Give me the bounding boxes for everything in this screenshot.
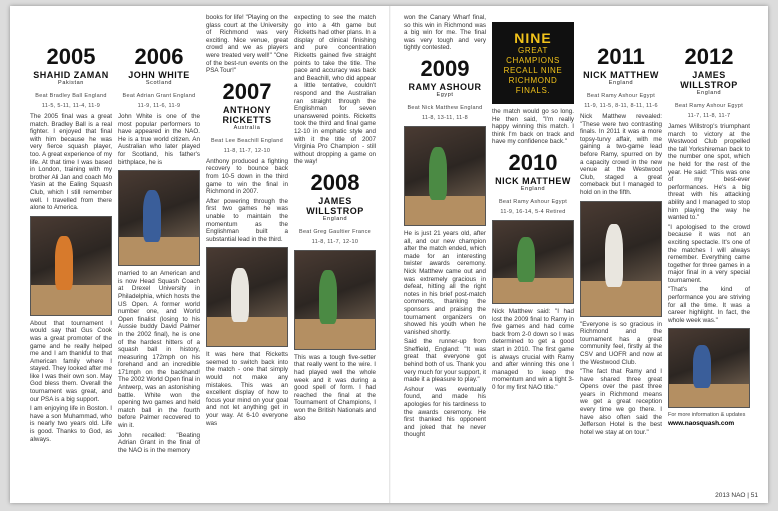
body-text: "That's the kind of performance you are striving for all the time. It was a career highlight. In fact, the whole week was." xyxy=(668,286,750,324)
year-heading: 2011 xyxy=(597,44,645,69)
champion-country: England xyxy=(696,90,722,96)
year-heading: 2010 xyxy=(508,149,558,175)
body-text: Ashour was eventually found, and made his apologies for his tardiness to the awards ceremony. He first thanked his opponent and joked that he never thought xyxy=(404,385,486,439)
page-gutter xyxy=(389,6,391,503)
body-text: James Willstrop's triumphant march to victory at the Westwood Club propelled the tall Yorkshireman back to the number one spot, which he held for the rest of the year. He said: "This was one of my best-ever performances. He's a big threat with his attacking ability and I managed to stop him playing the way he wanted to." xyxy=(668,123,750,222)
body-text: About that tournament I would say that Gus Cook was a great promoter of the game and he really helped me and I am thankful to that American family where I stayed. They looked after me like I was their own son. May God bless them. Overall the tournament was great, and our PSA is a big support. xyxy=(30,319,112,403)
year-heading: 2009 xyxy=(420,55,470,81)
year-heading: 2012 xyxy=(684,44,734,69)
column-2006 xyxy=(118,14,200,456)
column-2007 xyxy=(206,14,288,429)
body-text: won the Canary Wharf final, so this win in Richmond was a big win for me. The final was very tough and very tightly contested. xyxy=(404,14,486,52)
column-2008 xyxy=(294,14,376,424)
body-text: The 2005 final was a great match. Bradley Ball is a real fighter. I enjoyed that final with him because he was very fierce squash player, too. A great experience of my life. At that time I was based in London, training with my brother Ali Jan and coach Mo Yasin at the Ealing Squash Club, which I still remember well. I travelled from there alone to America. xyxy=(30,113,112,212)
score-line: 11-9, 16-14, 5-4 Retired xyxy=(500,208,566,215)
score-line: 11-8, 11-7, 12-10 xyxy=(223,147,271,154)
magazine-spread xyxy=(10,6,768,503)
body-text: Nick Matthew revealed: "These were two contrasting finals. In 2011 it was a more topsy-turvy affair, with me gaining a two-game lead before Ramy, spurred on by a capacity crowd in the new venue at the Westwood Club, staged a great comeback but I managed to hold on in the fifth. xyxy=(580,113,662,196)
player-photo xyxy=(404,126,486,226)
champion-country: Scotland xyxy=(145,80,173,86)
champion-country: England xyxy=(520,185,546,192)
column-2012 xyxy=(668,14,750,428)
beat-line: Beat Adrian Grant England xyxy=(122,93,196,99)
body-text: He is just 21 years old, after all, and our new champion after the match ended, which made for an interesting twister awards ceremony. Nick Matthew came out and was extremely gracious in defeat, hitting all the right notes in his brief post-match comments, thanking the sponsors and praising the tournament organizers on showed his youth when he vanished shortly. xyxy=(404,229,486,336)
column-2009 xyxy=(404,14,486,441)
body-text: After powering through the first two games he was unable to maintain the momentum as the Englishman built a substantial lead in the third. xyxy=(206,197,288,243)
body-text: expecting to see the match go into a 4th game but Ricketts had other plans. In a display of clinical finishing and pure concentration Ricketts gained five straight points to take the title. The pace and accuracy was back and Beachill, who did appear a little tentative, couldn't respond and the Australian ran straight through the Englishman for seven unanswered points. Ricketts took the third and final game 12-10 in emphatic style and with it the title of 2007 Virginia Pro Champion - still without dropping a game on the way! xyxy=(294,14,376,166)
page-footer: 2013 NAO | 51 xyxy=(715,492,758,499)
player-photo xyxy=(492,220,574,304)
champion-name: JAMES WILLSTROP xyxy=(306,195,364,216)
year-heading: 2005 xyxy=(46,44,96,69)
champion-name: JAMES WILLSTROP xyxy=(680,70,738,90)
body-text: John White is one of the most popular performers to have appeared in the NAO. He is a true world citizen. An Australian who later played for Scotland, his father's birthplace, he is xyxy=(118,113,200,166)
champion-country: Australia xyxy=(233,124,261,131)
champion-country: England xyxy=(608,80,634,86)
champion-country: Egypt xyxy=(436,91,454,98)
body-text: Anthony produced a fighting recovery to bounce back from 10-5 down in the third game to win the final in Richmond in 2007. xyxy=(206,157,288,196)
body-text: "The fact that Ramy and I have shared three great Opens over the past three years in Richmond means we get a great reception every time we go there. I have also often said the Jefferson Hotel is the best hotel we stay at on tour." xyxy=(580,368,662,436)
body-text: the match would go so long. He then said, "I'm really happy winning this match. I think I'm back on track and have my confidence back." xyxy=(492,108,574,146)
beat-line: Beat Nick Matthew England xyxy=(407,104,483,111)
player-photo xyxy=(118,170,200,266)
player-photo xyxy=(30,216,112,316)
champion-country: Pakistan xyxy=(58,80,84,86)
body-text: married to an American and is now Head Squash Coach at Drexel University in Philadelphia, which hosts the US Open. A former world number one, and World Open finalist (losing to his Aussie buddy David Palmer in the 2002 final), he is one of the hardest hitters of a squash ball in history, measuring 172mph on his forehand and an incredible 171mph on the backhand! The 2002 World Open final in Antwerp, was an astonishing battle. White won the opening two games and held match ball in the fourth before Palmer recovered to win it. xyxy=(118,270,200,430)
body-text: I am enjoying life in Boston. I have a son Muhammad, who is nearly two years old. Life is good. Thanks to God, as always. xyxy=(30,405,112,443)
champion-name: JOHN WHITE xyxy=(128,70,190,80)
player-photo xyxy=(580,201,662,317)
body-text: "Everyone is so gracious in Richmond and the tournament has a great community feel, firstly at the CSV and UOFR and now at the Westwood Club. xyxy=(580,320,662,366)
champion-name: SHAHID ZAMAN xyxy=(33,70,109,80)
score-line: 11-5, 5-11, 11-4, 11-9 xyxy=(41,103,101,109)
feature-subtitle: GREAT CHAMPIONS RECALL NINE RICHMOND FINALS. xyxy=(503,46,563,95)
feature-title-box xyxy=(492,22,574,104)
column-2010 xyxy=(492,14,574,394)
beat-line: Beat Ramy Ashour Egypt xyxy=(498,198,568,205)
year-heading: 2006 xyxy=(134,44,184,69)
body-text: This was a tough five-setter that really went to the wire. I had played well the whole week and it was during a good spell of form. I had reached the final at the Tournament of Champions, I won the British Nationals and also xyxy=(294,353,376,422)
champion-name: NICK MATTHEW xyxy=(583,70,659,80)
champion-name: ANTHONY RICKETTS xyxy=(222,104,272,125)
score-line: 11-9, 11-6, 11-9 xyxy=(137,103,181,109)
body-text: John recalled: "Beating Adrian Grant in the final of the NAO is in the memory xyxy=(118,431,200,454)
body-text: books for life! "Playing on the glass court at the University of Richmond was very exciting. Nice venue, great crowd and we as players were treated very well!" "One of the best-run events on the PSA Tour!" xyxy=(206,14,288,75)
body-text: "I apologised to the crowd because it was not an exciting spectacle. It's one of the matches I will always remember. Everything came together for three games in a major final in a very special tournament. xyxy=(668,223,750,284)
body-text: Nick Matthew said: "I had lost the 2009 final to Ramy in five games and had come back from 2-0 down so I was determined to get a good start in 2010. The first game is always crucial with Ramy and after winning this one I managed to keep the momentum and win a tight 3-0 for my first NAO title." xyxy=(492,307,574,391)
score-line: 11-8, 13-11, 11-8 xyxy=(421,114,469,121)
body-text: Said the runner-up from Sheffield, England: "It was great that everyone got behind both of us. Thank you very much for your support, it made it a pleasure to play." xyxy=(404,338,486,384)
player-photo xyxy=(294,250,376,350)
score-line: 11-7, 11-8, 11-7 xyxy=(687,113,731,119)
year-heading: 2008 xyxy=(310,169,360,195)
more-info-text: For more information & updates xyxy=(668,412,746,419)
champion-name: RAMY ASHOUR xyxy=(408,81,482,92)
champion-country: England xyxy=(322,215,348,222)
champion-name: NICK MATTHEW xyxy=(495,175,571,186)
beat-line: Beat Ramy Ashour Egypt xyxy=(586,93,656,99)
beat-line: Beat Ramy Ashour Egypt xyxy=(674,103,744,109)
score-line: 11-8, 11-7, 12-10 xyxy=(311,238,359,245)
score-line: 11-9, 11-5, 8-11, 8-11, 11-6 xyxy=(584,103,658,109)
body-text: It was here that Ricketts seemed to switch back into the match - one that simply would not make any mistakes. This was an excellent display of how to focus your mind on your goal and not let anything get in your way. At 6-10 everyone was xyxy=(206,351,288,427)
beat-line: Beat Bradley Ball England xyxy=(35,93,107,99)
column-2011 xyxy=(580,14,662,438)
column-2005 xyxy=(30,14,112,445)
feature-title: NINE xyxy=(514,30,552,46)
year-heading: 2007 xyxy=(222,78,272,104)
website-link[interactable]: www.naosquash.com xyxy=(668,420,735,428)
player-photo xyxy=(206,247,288,347)
beat-line: Beat Lee Beachill England xyxy=(210,137,284,144)
beat-line: Beat Greg Gaultier France xyxy=(298,228,371,235)
player-photo xyxy=(668,328,750,408)
